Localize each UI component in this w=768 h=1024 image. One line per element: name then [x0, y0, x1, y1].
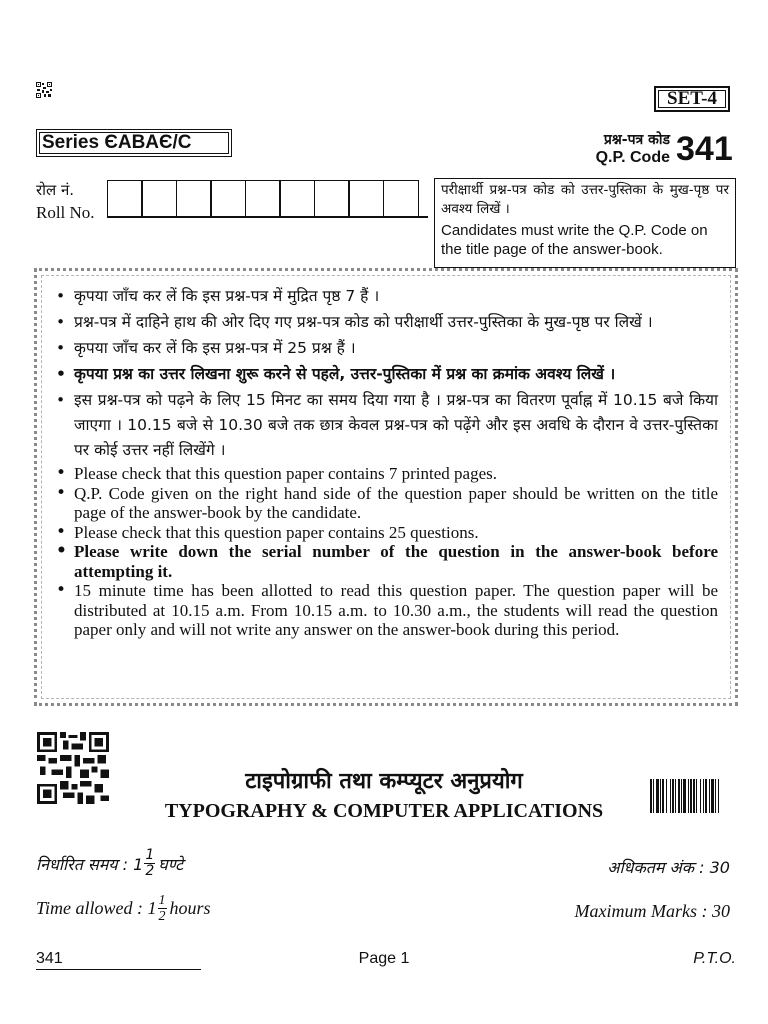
subject-title-hindi: टाइपोग्राफी तथा कम्प्यूटर अनुप्रयोग	[245, 769, 523, 794]
instruction-item: • प्रश्न-पत्र में दाहिने हाथ की ओर दिए गए प्रश्न-पत्र कोड को परीक्षार्थी उत्तर-पुस्तिका के मुख-पृष्ठ पर लिखें ।	[52, 310, 718, 335]
qp-code-number: 341	[676, 130, 733, 168]
roll-number-cell[interactable]	[210, 180, 246, 218]
instruction-item: • कृपया प्रश्न का उत्तर लिखना शुरू करने से पहले, उत्तर-पुस्तिका में प्रश्न का क्रमांक अवश्य लिखें ।	[52, 362, 718, 387]
time-suffix: hours	[169, 898, 211, 918]
time-allowed	[36, 893, 211, 924]
max-marks: Maximum Marks : 30	[574, 901, 730, 921]
series-badge: Series ЄABAЄ/C	[36, 129, 232, 157]
roll-number-cell[interactable]	[176, 180, 212, 218]
roll-number-cell[interactable]	[245, 180, 281, 218]
roll-number-cell[interactable]	[348, 180, 384, 218]
qp-code-label: Q.P. Code	[595, 149, 670, 166]
time-hindi-prefix: निर्धारित समय : 1	[36, 854, 144, 874]
instruction-item: • Q.P. Code given on the right hand side of the question paper should be written on the title page of the answer-book by the candidate.	[52, 484, 718, 523]
qp-code-label-hindi: प्रश्न-पत्र कोड	[603, 132, 670, 148]
roll-number-cell[interactable]	[314, 180, 350, 218]
subject-title: TYPOGRAPHY & COMPUTER APPLICATIONS	[164, 800, 604, 822]
instruction-item: • Please write down the serial number of the question in the answer-book before attempting it.	[52, 542, 718, 581]
pto-label: P.T.O.	[693, 950, 736, 967]
time-prefix: Time allowed : 1	[36, 898, 157, 918]
candidate-note-box	[434, 178, 736, 268]
instruction-item: • Please check that this question paper contains 25 questions.	[52, 523, 718, 543]
roll-number-cell[interactable]	[383, 180, 419, 218]
page-number: Page 1	[358, 950, 410, 967]
qr-code-small-icon	[36, 82, 52, 98]
roll-number-boxes[interactable]	[108, 180, 419, 218]
fraction-half: $\frac{1}{2}$	[145, 847, 155, 879]
roll-number-cell[interactable]	[279, 180, 315, 218]
roll-label: Roll No.	[36, 203, 95, 222]
instructions-list	[52, 284, 718, 640]
set-badge: SET-4	[654, 86, 730, 112]
instruction-item: • Please check that this question paper contains 7 printed pages.	[52, 464, 718, 484]
instruction-item: • इस प्रश्न-पत्र को पढ़ने के लिए 15 मिनट का समय दिया गया है । प्रश्न-पत्र का वितरण पूर्वाह्न में 10.15 बजे किया जाएगा । 10.15 बजे से 10.30 बजे तक छात्र केवल प्रश्न-पत्र को पढ़ेंगे और इस अवधि के दौरान वे उत्तर-पुस्तिका पर कोई उत्तर नहीं लिखेंगे ।	[52, 388, 718, 463]
roll-number-cell[interactable]	[107, 180, 143, 218]
time-hindi-suffix: घण्टे	[158, 854, 184, 874]
roll-underline	[108, 216, 428, 218]
fraction-half: $\frac{1}{2}$	[158, 893, 166, 924]
max-marks-hindi: अधिकतम अंक : 30	[607, 858, 730, 877]
roll-label-hindi: रोल नं.	[36, 181, 75, 199]
footer-rule	[36, 969, 201, 970]
instruction-item: • कृपया जाँच कर लें कि इस प्रश्न-पत्र में मुद्रित पृष्ठ 7 हैं ।	[52, 284, 718, 309]
footer-code: 341	[36, 950, 63, 967]
instruction-item: • 15 minute time has been allotted to read this question paper. The question paper will be distributed at 10.15 a.m. From 10.15 a.m. to 10.30 a.m., the students will read the question paper only and will not write any answer on the answer-book during this period.	[52, 581, 718, 640]
candidate-note-english: Candidates must write the Q.P. Code on the title page of the answer-book.	[441, 222, 708, 258]
time-allowed-hindi	[36, 848, 183, 879]
roll-number-cell[interactable]	[141, 180, 177, 218]
instruction-item: • कृपया जाँच कर लें कि इस प्रश्न-पत्र में 25 प्रश्न हैं ।	[52, 336, 718, 361]
candidate-note-hindi: परीक्षार्थी प्रश्न-पत्र कोड को उत्तर-पुस्तिका के मुख-पृष्ठ पर अवश्य लिखें ।	[441, 182, 729, 217]
